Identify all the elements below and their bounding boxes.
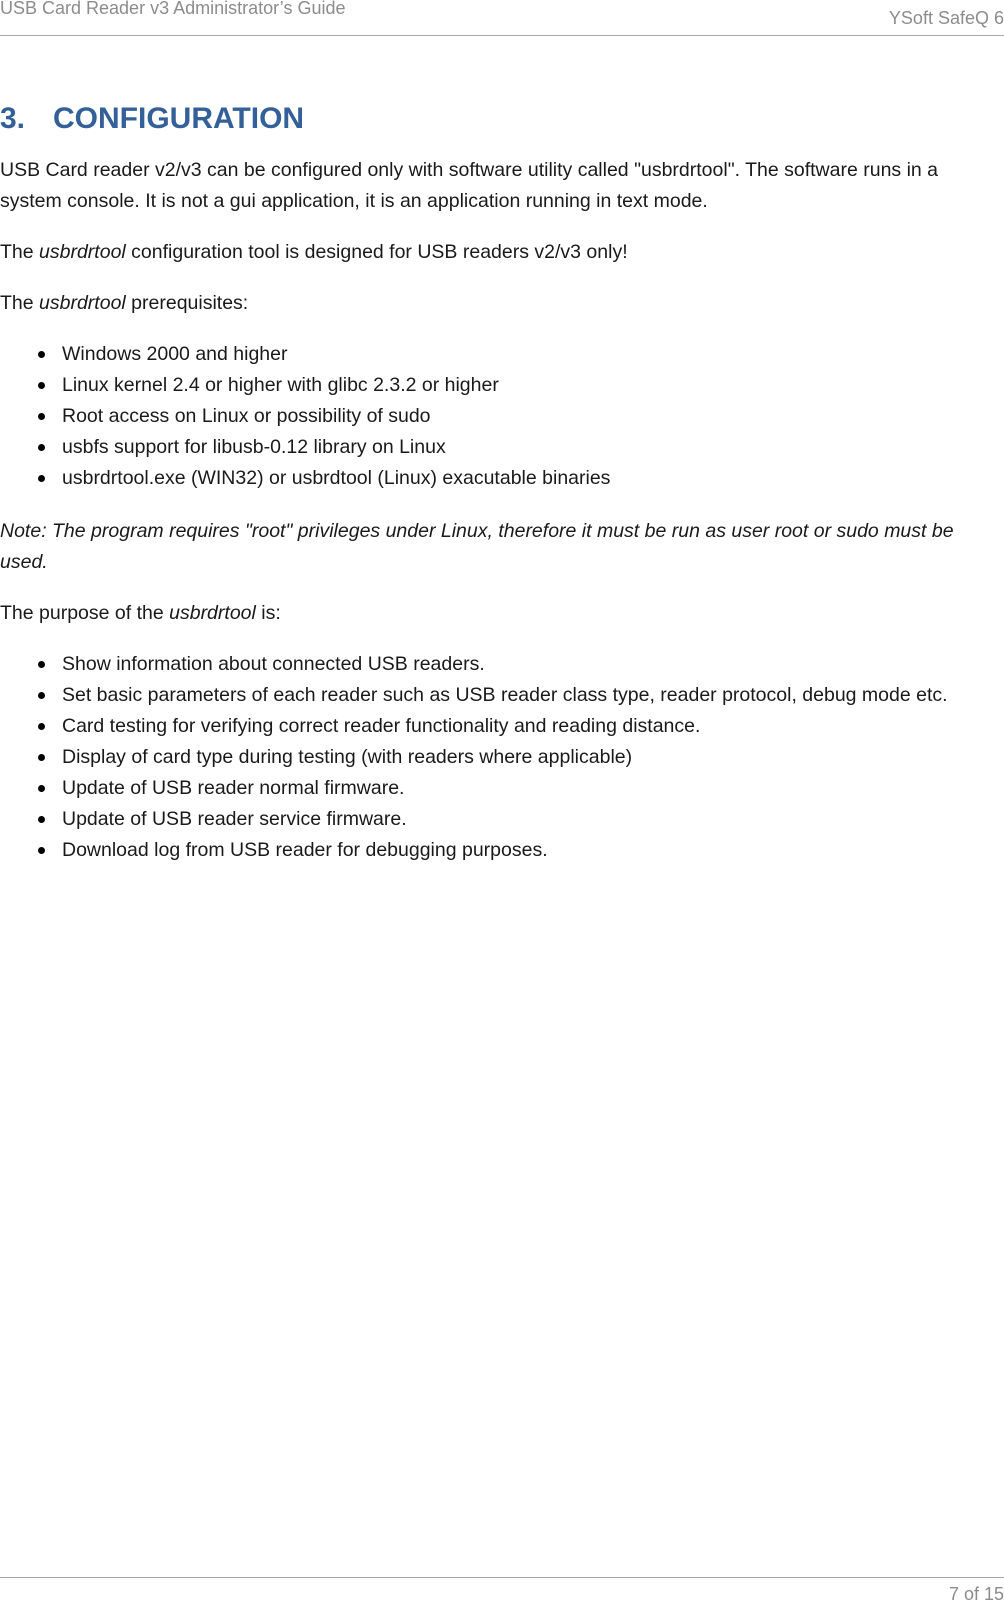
prerequisites-prefix: The	[0, 292, 40, 314]
product-name: YSoft SafeQ 6	[888, 8, 1004, 28]
list-item-text: Root access on Linux or possibility of sudo	[62, 405, 431, 427]
intro-paragraph: USB Card reader v2/v3 can be configured only with software utility called "usbrdrtool". The software runs in a system console. It is not a gui application, it is an application running in text mode.	[0, 159, 939, 212]
designed-for-prefix: The	[0, 241, 40, 263]
bullet-icon	[38, 413, 45, 420]
list-item-text: Display of card type during testing (with readers where applicable)	[62, 746, 633, 768]
prerequisites-intro	[0, 288, 995, 319]
list-item-text: Set basic parameters of each reader such as USB reader class type, reader protocol, debug mode etc.	[62, 684, 948, 706]
prerequisites-suffix: prerequisites:	[125, 292, 249, 314]
chapter-title: CONFIGURATION	[53, 102, 305, 135]
list-item	[0, 401, 995, 432]
list-item-text: usbfs support for libusb-0.12 library on Linux	[62, 436, 446, 458]
list-item	[0, 339, 995, 370]
bullet-icon	[38, 475, 45, 482]
list-item	[0, 711, 995, 742]
tool-name: usbrdrtool	[39, 292, 126, 314]
designed-for-suffix: configuration tool is designed for USB readers v2/v3 only!	[125, 241, 628, 263]
list-item-text: Card testing for verifying correct reader functionality and reading distance.	[62, 715, 701, 737]
list-item	[0, 835, 995, 866]
list-item-text: Update of USB reader service firmware.	[62, 808, 407, 830]
designed-for-paragraph	[0, 237, 995, 268]
bullet-icon	[38, 754, 45, 761]
list-item	[0, 804, 995, 835]
tool-name: usbrdrtool	[39, 241, 126, 263]
list-item	[0, 649, 995, 680]
note-paragraph: Note: The program requires "root" privileges under Linux, therefore it must be run as user root or sudo must be used.	[0, 520, 954, 573]
purpose-suffix: is:	[255, 602, 281, 624]
list-item	[0, 773, 995, 804]
bullet-icon	[38, 444, 45, 451]
list-item-text: Update of USB reader normal firmware.	[62, 777, 405, 799]
list-item-text: Download log from USB reader for debugging purposes.	[62, 839, 548, 861]
purpose-intro	[0, 598, 995, 629]
list-item	[0, 680, 995, 711]
list-item-text: usbrdrtool.exe (WIN32) or usbrdtool (Linux) exacutable binaries	[62, 467, 611, 489]
bullet-icon	[38, 785, 45, 792]
bullet-icon	[38, 351, 45, 358]
purpose-prefix: The purpose of the	[0, 602, 170, 624]
bullet-icon	[38, 847, 45, 854]
page-content	[0, 100, 995, 888]
purposes-list	[0, 649, 995, 866]
prerequisites-list	[0, 339, 995, 494]
bullet-icon	[38, 723, 45, 730]
page-header	[0, 0, 1004, 36]
list-item	[0, 370, 995, 401]
list-item	[0, 432, 995, 463]
bullet-icon	[38, 816, 45, 823]
page-footer	[0, 1577, 1004, 1608]
tool-name: usbrdrtool	[169, 602, 256, 624]
bullet-icon	[38, 692, 45, 699]
list-item-text: Linux kernel 2.4 or higher with glibc 2.3.2 or higher	[62, 374, 499, 396]
bullet-icon	[38, 661, 45, 668]
document-title: USB Card Reader v3 Administrator’s Guide	[0, 0, 346, 18]
list-item	[0, 742, 995, 773]
page-number: 7 of 15	[948, 1584, 1004, 1604]
bullet-icon	[38, 382, 45, 389]
list-item	[0, 463, 995, 494]
list-item-text: Windows 2000 and higher	[62, 343, 288, 365]
chapter-heading	[0, 100, 995, 138]
list-item-text: Show information about connected USB readers.	[62, 653, 485, 675]
chapter-number: 3.	[0, 102, 26, 135]
